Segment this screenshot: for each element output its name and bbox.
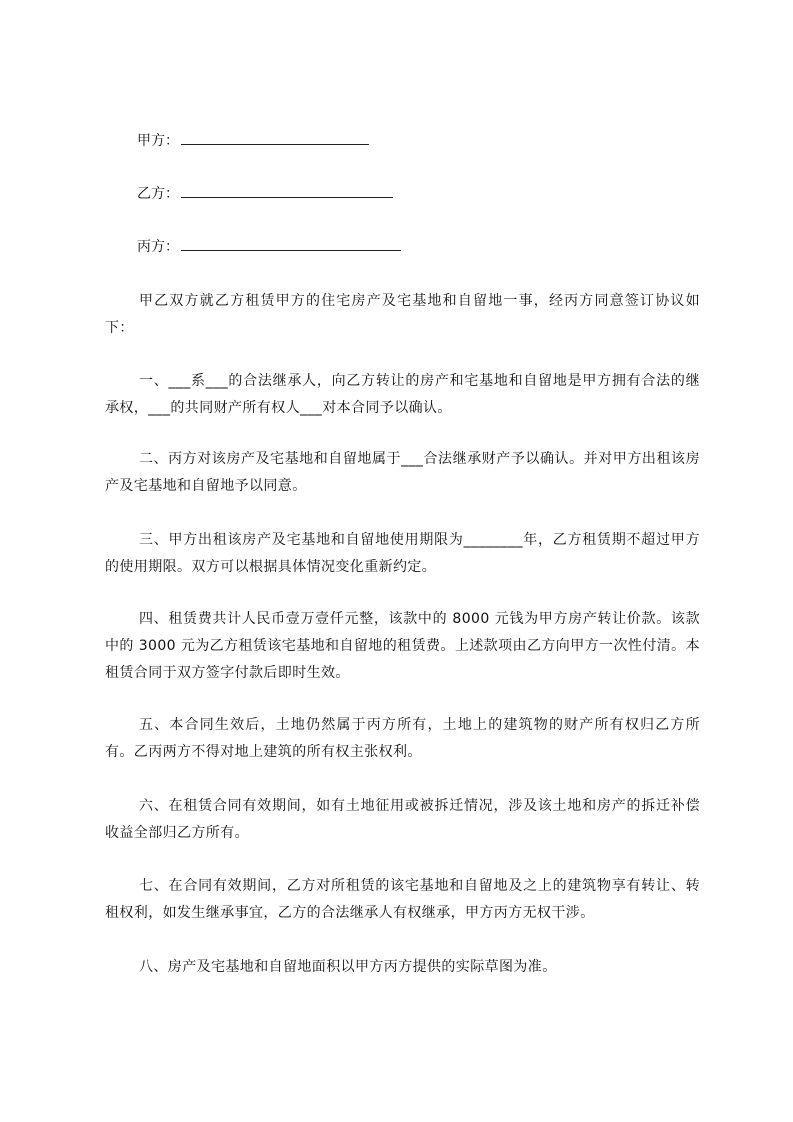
party-a-label: 甲方： bbox=[137, 133, 179, 149]
party-c-blank bbox=[181, 238, 401, 251]
party-b-blank bbox=[181, 185, 393, 198]
party-c-line bbox=[137, 237, 401, 257]
clause-7: 七、在合同有效期间，乙方对所租赁的该宅基地和自留地及之上的建筑物享有转让、转租权利，如发生继承事宜，乙方的合法继承人有权继承，甲方丙方无权干涉。 bbox=[105, 878, 700, 921]
clause-1: 一、___系___的合法继承人，向乙方转让的房产和宅基地和自留地是甲方拥有合法的继承权，___的共同财产所有权人___对本合同予以确认。 bbox=[105, 373, 700, 416]
party-c-label: 丙方： bbox=[137, 239, 179, 255]
party-b-line bbox=[137, 184, 393, 204]
intro-paragraph: 甲乙双方就乙方租赁甲方的住宅房产及宅基地和自留地一事，经丙方同意签订协议如下： bbox=[105, 293, 700, 336]
party-a-line bbox=[137, 131, 369, 151]
clause-5: 五、本合同生效后，土地仍然属于丙方所有，土地上的建筑物的财产所有权归乙方所有。乙丙两方不得对地上建筑的所有权主张权利。 bbox=[105, 717, 700, 760]
clause-3: 三、甲方出租该房产及宅基地和自留地使用期限为________年，乙方租赁期不超过甲方的使用期限。双方可以根据具体情况变化重新约定。 bbox=[105, 532, 700, 575]
clause-4: 四、租赁费共计人民币壹万壹仟元整，该款中的 8000 元钱为甲方房产转让价款。该款中的 3000 元为乙方租赁该宅基地和自留地的租赁费。上述款项由乙方向甲方一次性付清。本租赁合同于双方签字付款后即时生效。 bbox=[105, 611, 700, 681]
party-b-label: 乙方： bbox=[137, 186, 179, 202]
party-a-blank bbox=[181, 132, 369, 145]
clause-8: 八、房产及宅基地和自留地面积以甲方丙方提供的实际草图为准。 bbox=[139, 959, 557, 975]
clause-6: 六、在租赁合同有效期间，如有土地征用或被拆迁情况，涉及该土地和房产的拆迁补偿收益全部归乙方所有。 bbox=[105, 798, 700, 841]
clause-2: 二、丙方对该房产及宅基地和自留地属于___合法继承财产予以确认。并对甲方出租该房产及宅基地和自留地予以同意。 bbox=[105, 451, 700, 494]
